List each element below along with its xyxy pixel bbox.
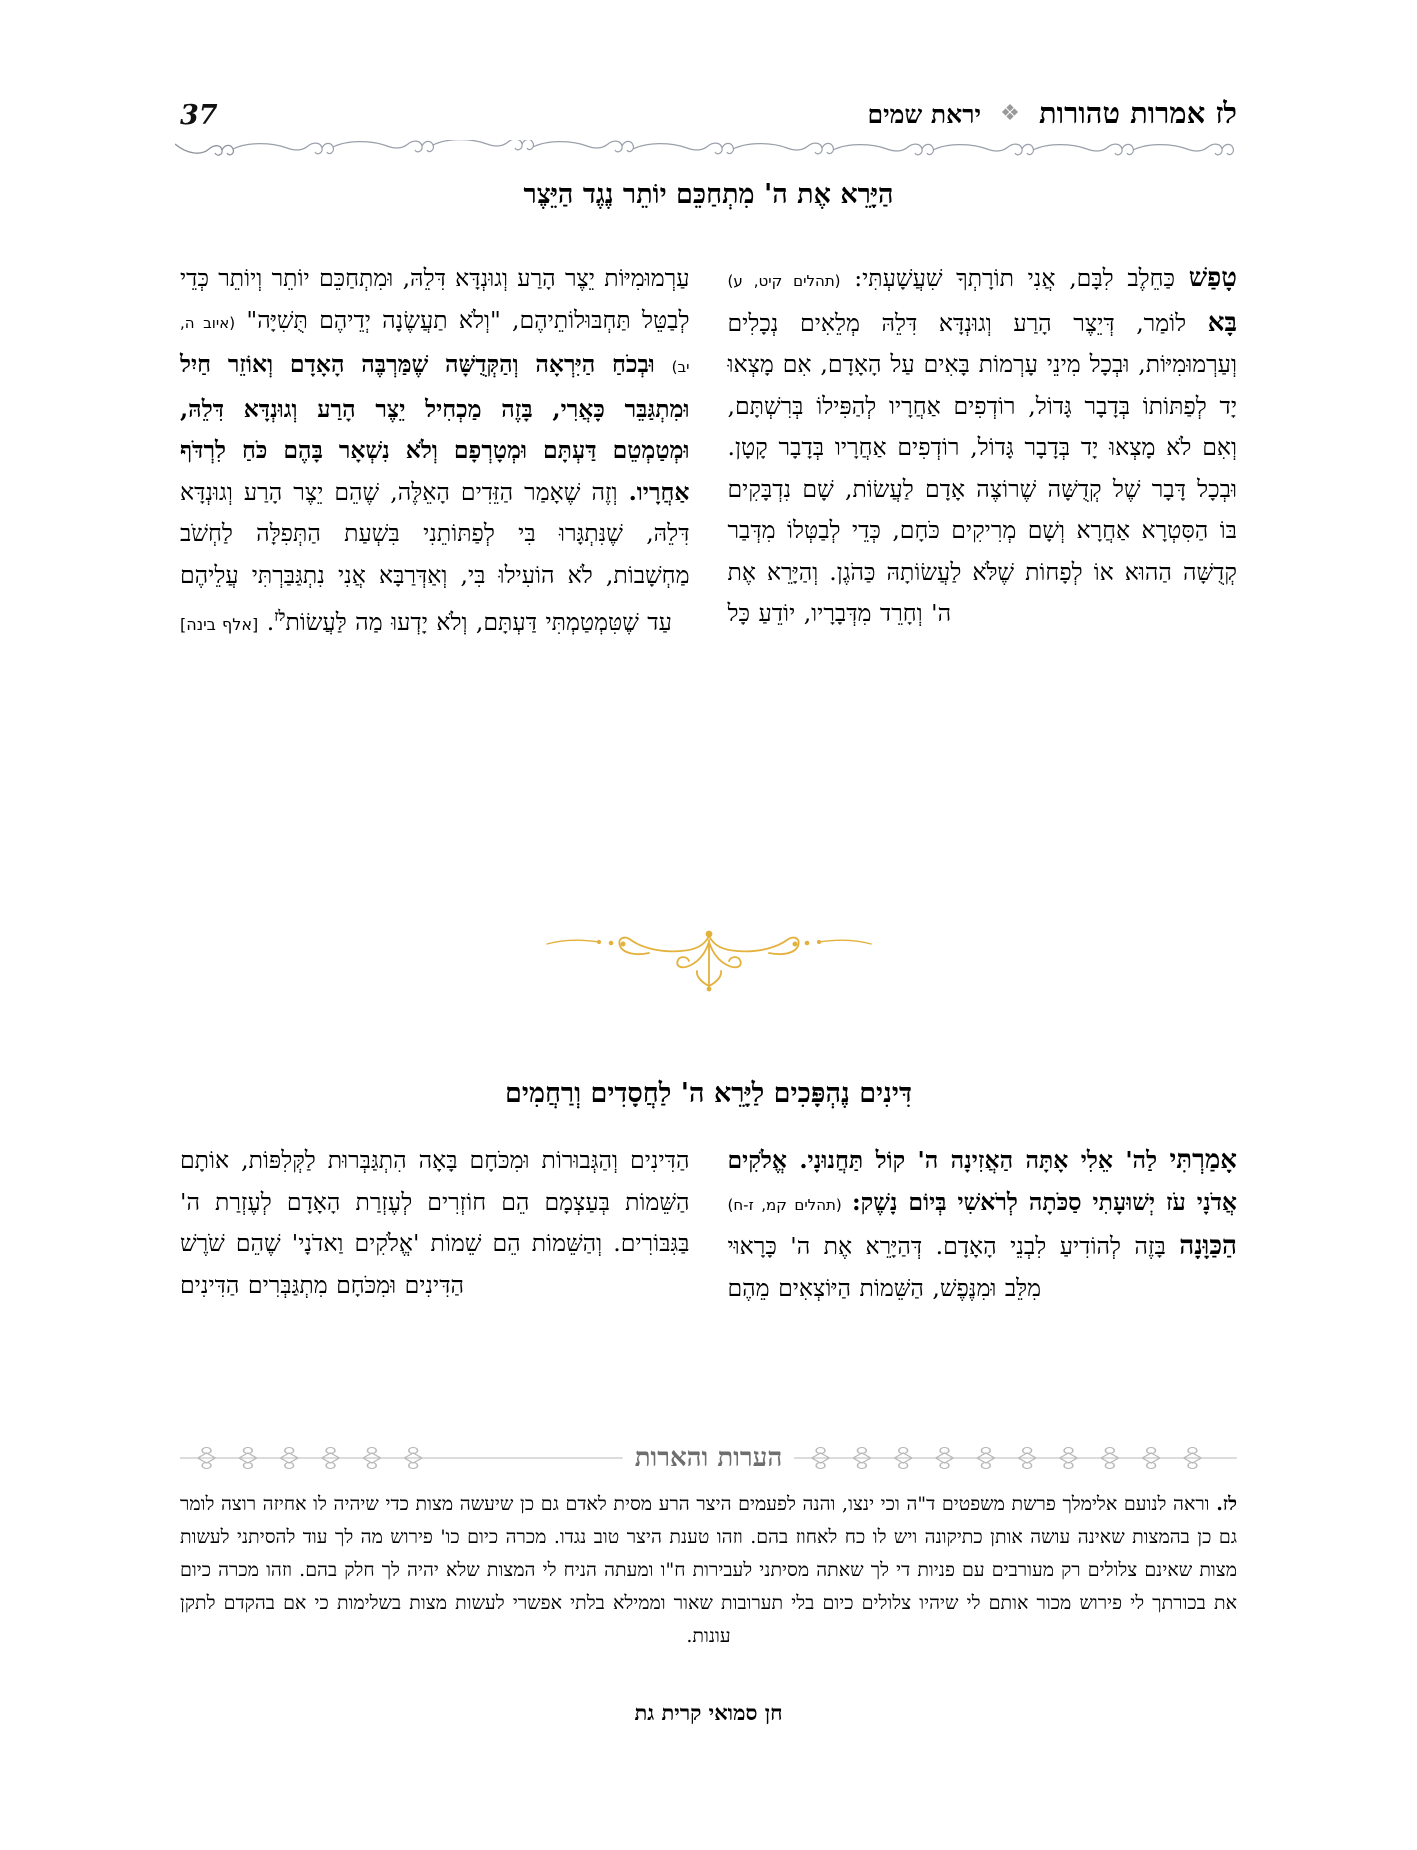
running-head [180, 96, 1237, 142]
section-1-left-column [180, 258, 690, 645]
paragraph-body: לוֹמַר, דְּיֵצֶר הָרַע וְגוּנְדָּא דִּלֵהּ מְלֵאִים נְכָלִים וְעַרְמוּמִיּוֹת, וּבְכָל מִינֵי עָרְמוֹת בָּאִים עַל הָאָדָם, אִם מָצְאוּ יָד לְפַתּוֹתוֹ בְּדָבָר גָּדוֹל, רוֹדְפִים אַחֲרָיו לְהַפִּילוֹ בְּרִשְׁתָּם, וְאִם לֹא מָצְאוּ יָד בְּדָבָר גָּדוֹל, רוֹדְפִים אַחֲרָיו בְּדָבָר קָטָן. וּבְכָל דָּבָר שֶׁל קְדֻשָּׁה שֶׁרוֹצֶה אָדָם לַעֲשׂוֹת, שָׁם נִדְבָּקִים בּוֹ הַסִּטְרָא אַחֲרָא וְשָׁם מְרִיקִים כֹּחָם, כְּדֵי לְבַטְּלוֹ מִדְּבַר קְדֻשָּׁה הַהוּא אוֹ לְפָחוֹת שֶׁלֹּא לַעֲשׂוֹתָהּ כַּהֹגֶן. וְהַיָּרֵא אֶת ה' וְחָרֵד מִדְּבָרָיו, יוֹדֵעַ כָּל [727, 308, 1237, 627]
notes-divider-chain-left [180, 1447, 623, 1469]
page-footer: חן סמואי קרית גת [634, 1700, 783, 1725]
paragraph-bold-continuation: וּבְכֹחַ הַיִּרְאָה וְהַקְּדֻשָּׁה שֶׁמַּרְבֶּה הָאָדָם וְאוֹזֵר חַיִל וּמִתְגַּבֵּר כָּאֲרִי, בָּזֶה מַכְחִיל יֵצֶר הָרַע וְגוּנְדָּא דִּלֵהּ, וּמְטַמְטֵם דַּעְתָּם וּמְטָרְפָם וְלֹא נִשְׁאָר בָּהֶם כֹּחַ לִרְדֹּף אַחֲרָיו. [180, 350, 690, 506]
footnote-reference[interactable]: לז [274, 607, 286, 625]
notes-divider [180, 1438, 1237, 1478]
paragraph-r2-p1 [728, 1140, 1238, 1226]
paragraph-lead-word: אָמַרְתִּי [1169, 1145, 1237, 1175]
paragraph-l2-p1 [180, 1140, 690, 1306]
verse-citation: (תהלים קמ, ז-ח) [727, 1195, 842, 1214]
section-2-right-column [728, 1140, 1238, 1309]
footnotes-block [180, 1488, 1237, 1653]
paragraph-l1-p1: עַרְמוּמִיּוֹת יֵצֶר הָרַע וְגוּנְדָּא דִּלֵהּ, וּמִתְחַכֵּם יוֹתֵר וְיוֹתֵר כְּדֵי לְבַטֵּל תַּחְבּוּלוֹתֵיהֶם, "וְלֹא תַעֲשֶׂנָה יְדֵיהֶם תֻּשִׁיָּה" (איוב ה, יב) וּבְכֹחַ הַיִּרְאָה וְהַקְּדֻשָּׁה שֶׁמַּרְבֶּה הָאָדָם וְאוֹזֵר חַיִל וּמִתְגַּבֵּר כָּאֲרִי, בָּזֶה מַכְחִיל יֵצֶר הָרַע וְגוּנְדָּא דִּלֵהּ, וּמְטַמְטֵם דַּעְתָּם וּמְטָרְפָם וְלֹא נִשְׁאָר בָּהֶם כֹּחַ לִרְדֹּף אַחֲרָיו. וְזֶה שֶׁאָמַר הַזֵּדִים הָאֵלֶּה, שֶׁהֵם יֵצֶר הָרַע וְגוּנְדָּא דִּלֵהּ, שֶׁנִּתְגָּרוּ בִּי לְפַתּוֹתֵנִי בִּשְׁעַת הַתְּפִלָּה לַחְשֹׁב מַחְשָׁבוֹת, לֹא הוֹעִילוּ בִּי, וְאַדְּרַבָּא אֲנִי נִתְגַּבַּרְתִּי עֲלֵיהֶם עַד שֶׁטִּמְטַמְתִּי דַּעְתָּם, וְלֹא יָדְעוּ מַה לַּעֲשׂוֹת$^{לז}$. [אלף בינה] [180, 264, 690, 636]
mid-page-flourish-ornament [0, 930, 1417, 996]
paragraph-body: עַרְמוּמִיּוֹת יֵצֶר הָרַע וְגוּנְדָּא דִּלֵהּ, וּמִתְחַכֵּם יוֹתֵר וְיוֹתֵר כְּדֵי לְבַטֵּל תַּחְבּוּלוֹתֵיהֶם, "וְלֹא תַעֲשֶׂנָה יְדֵיהֶם תֻּשִׁיָּה" [180, 264, 690, 334]
notes-divider-label: הערות והארות [634, 1443, 783, 1473]
header-title-group [868, 96, 1237, 132]
footnote-text: וראה לנועם אלימלך פרשת משפטים ד"ה וכי ינצו, והנה לפעמים היצר הרע מסית לאדם גם כן שיעשה מצות כדי שיהיה לו אחיזה רוצה לומר גם כן בהמצות שאינה עושה אותן כתיקונה ויש לו כח לאחוז בהם. וזהו טענת היצר טוב נגדו. מכרה כיום כו' פירוש מה לך עוד להסיתני לעשות מצות שאינם צלולים רק מעורבים עם פניות די לך שאתה מסיתני לעבירות ח"ו ומעתה הניח לי המצות שלא יהיה לך חלק בהם. וזהו מכרה כיום את בכורתך לי פירוש מכור אותם לי שיהיו צלולים כיום בלי תערובות שאור וממילא בלתי אפשרי לעשות מצות בשלימות כי אם בהקדם לתקן עונות. [180, 1493, 1237, 1647]
verse-citation: (איוב ה, יב) [180, 313, 690, 376]
paragraph-lead-word: טָפַשׁ [1188, 263, 1237, 293]
fleuron-separator-icon: ❖ [1000, 101, 1020, 126]
paragraph-body: כַּחֵלֶב לִבָּם, אֲנִי תוֹרָתְךָ שִׁעֲשָׁעְתִּי: [854, 264, 1189, 292]
paragraph-tail: וְזֶה שֶׁאָמַר הַזֵּדִים הָאֵלֶּה, שֶׁהֵם יֵצֶר הָרַע וְגוּנְדָּא דִּלֵהּ, שֶׁנִּתְגָּרוּ בִּי לְפַתּוֹתֵנִי בִּשְׁעַת הַתְּפִלָּה לַחְשֹׁב מַחְשָׁבוֹת, לֹא הוֹעִילוּ בִּי, וְאַדְּרַבָּא אֲנִי נִתְגַּבַּרְתִּי עֲלֵיהֶם עַד שֶׁטִּמְטַמְתִּי דַּעְתָּם, וְלֹא יָדְעוּ מַה לַּעֲשׂוֹת [180, 477, 690, 636]
paragraph-r1-p2 [728, 303, 1238, 635]
paragraph-body: לַה' אֵלִי אָתָּה הַאֲזִינָה ה' קוֹל תַּחֲנוּנָי. אֱלֹקִים אֲדֹנָי עֹז יְשׁוּעָתִי סַכֹּתָה לְרֹאשִׁי בְּיוֹם נָשֶׁק: [727, 1146, 1237, 1216]
page-number: 37 [180, 100, 218, 131]
header-chapter-mark: לז [1215, 96, 1237, 130]
section-2-left-column [180, 1140, 690, 1309]
section-1-columns [180, 258, 1237, 645]
paragraph-body: בָּזֶה לְהוֹדִיעַ לִבְנֵי הָאָדָם. דְּהַיָּרֵא אֶת ה' כָּרָאוּי מִלֵּב וּמִנֶּפֶשׁ, הַשֵּׁמוֹת הַיּוֹצְאִים מֵהֶם [727, 1232, 1180, 1302]
section-2-title: דִּינִים נֶהְפָּכִים לַיָּרֵא ה' לַחֲסָדִים וְרַחֲמִים [505, 1078, 912, 1109]
section-2-columns [180, 1140, 1237, 1309]
paragraph-body: הַדִּינִים וְהַגְּבוּרוֹת וּמִכֹּחָם בָּאָה הִתְגַּבְּרוּת לַקְּלִפּוֹת, אוֹתָם הַשֵּׁמוֹת בְּעַצְמָם הֵם חוֹזְרִים לְעֶזְרַת הָאָדָם לְעֶזְרַת ה' בַּגִּבּוֹרִים. וְהַשֵּׁמוֹת הֵם שֵׁמוֹת 'אֱלֹקִים וַאדֹנָי' שֶׁהֵם שֹׁרֶשׁ הַדִּינִים וּמִכֹּחָם מִתְגַּבְּרִים הַדִּינִים [180, 1146, 690, 1299]
section-1-title: הַיָּרֵא אֶת ה' מִתְחַכֵּם יוֹתֵר נֶגֶד הַיֵּצֶר [523, 179, 894, 210]
header-subtitle: יראת שמים [867, 100, 982, 129]
verse-citation: (תהלים קיט, ע) [727, 272, 841, 290]
paragraph-r1-p1 [728, 258, 1238, 303]
source-attribution: [אלף בינה] [180, 614, 259, 634]
paragraph-lead-word: בָּא [1207, 307, 1237, 338]
paragraph-lead-word: הַכַּוָּנָה [1179, 1231, 1237, 1261]
paragraph-r2-p2 [728, 1226, 1238, 1309]
notes-divider-chain-right [794, 1447, 1237, 1469]
header-book-title: אמרות טהורות [1039, 96, 1206, 130]
section-1-right-column [728, 258, 1238, 645]
footnote-number: לז. [1216, 1493, 1237, 1515]
header-decorative-rule [175, 140, 1242, 162]
